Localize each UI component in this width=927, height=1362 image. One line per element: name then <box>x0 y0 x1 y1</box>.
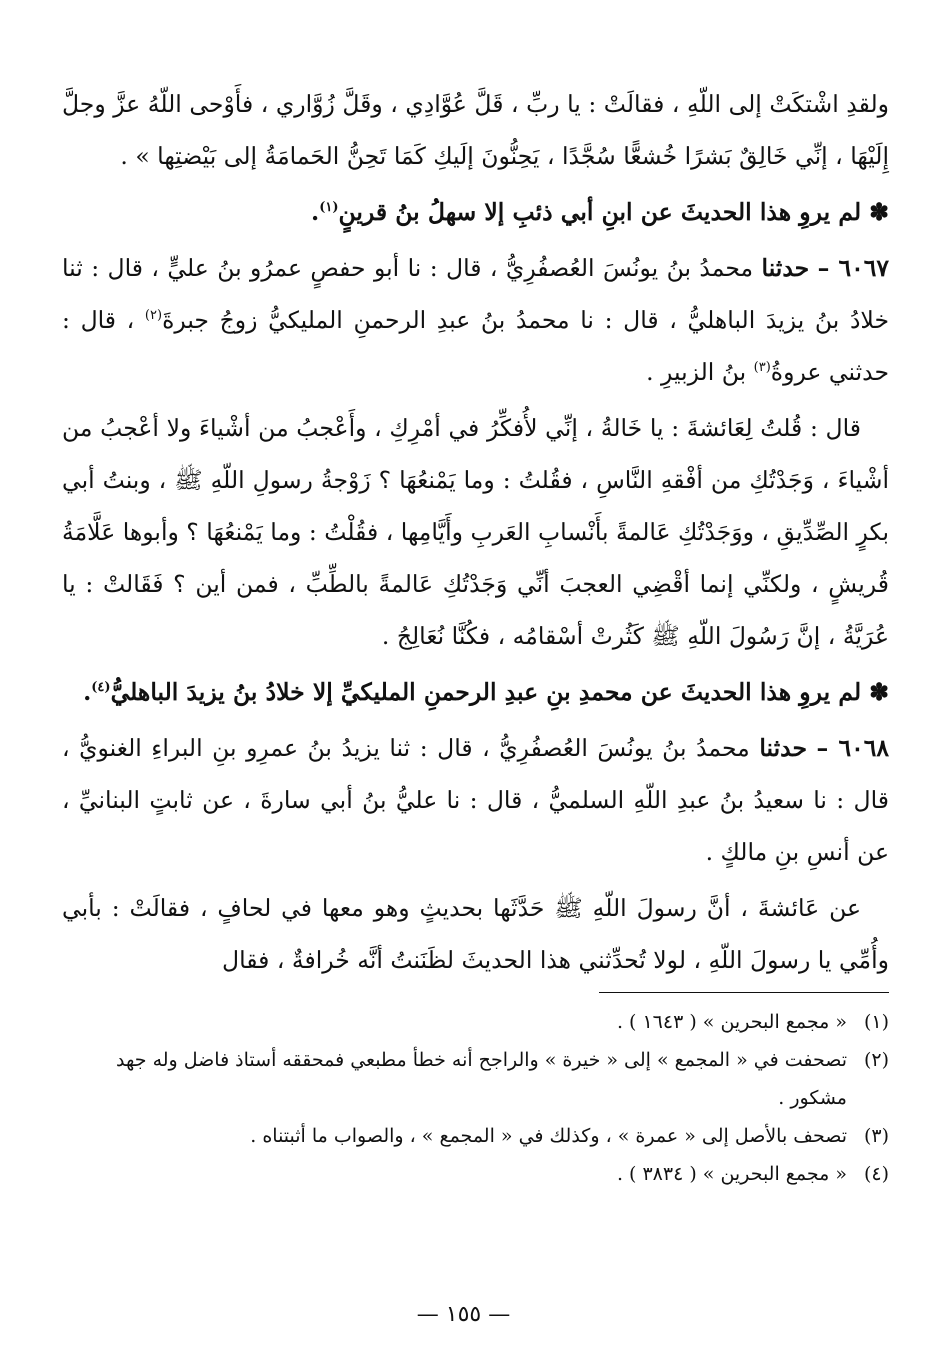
editor-note-text: ✽ لم يروِ هذا الحديثَ عن ابنِ أبي ذئبِ إلا سهلُ بنُ قرينٍ <box>338 198 889 226</box>
footnote-text: تصحفت في « المجمع » إلى « خيرة » والراجح أنه خطأ مطبعي فمحققه أستاذ فاضل وله جهد مشكور . <box>116 1049 847 1109</box>
paragraph-continuation: ولقدِ اشْتكَتْ إلى اللّهِ ، فقالَتْ : يا ربِّ ، قَلَّ عُوَّادِي ، وقَلَّ زُوَّاري ، فأَوْحى اللّهُ عزَّ وجلَّ إِلَيْهَا ، إنِّي خَالِقٌ بَشرًا خُشعًّا سُجَّدًا ، يَحِنُّونَ إلَيكِ كَمَا تَحِنُّ الحَمامَةُ إلى بَيْضتِها » . <box>62 90 889 170</box>
editor-note: ✽ لم يروِ هذا الحديثَ عن محمدِ بنِ عبدِ الرحمنِ المليكيِّ إلا خلادُ بنُ يزيدَ الباهليُّ$^{(٤)}$. <box>83 678 889 706</box>
footnote-text: « مجمع البحرين » ( ١٦٤٣ ) . <box>616 1011 847 1033</box>
footnote <box>62 1041 889 1117</box>
isnad-text: محمدُ بنُ يونُسَ العُصفُرِيُّ ، قال : نا أبو حفصٍ عمرُو بنُ عليٍّ ، قال : ثنا خلادُ بنُ يزيدَ الباهليُّ ، قال : نا محمدُ بنُ عبدِ الرحمنِ المليكيُّ زوجُ جبرةَ <box>62 254 889 334</box>
editor-note: ✽ لم يروِ هذا الحديثَ عن ابنِ أبي ذئبِ إلا سهلُ بنُ قرينٍ$^{(١)}$. <box>311 198 889 226</box>
matn-paragraph: قال : قُلتُ لِعَائشةَ : يا خَالةُ ، إنِّي لأُفكِّرُ في أمْرِكِ ، وأَعْجبُ من أشْياءَ ولا أعْجبُ من أشْياءَ ، وَجَدْتُكِ من أفْقهِ النَّاسِ ، فقُلتُ : وما يَمْنعُهَا ؟ زَوْجةُ رسولِ اللّهِ ﷺ ، وبنتُ أبي بكرٍ الصِّدِّيقِ ، ووَجَدْتُكِ عَالمةً بأَنْسابِ العَربِ وأَيَّامِها ، فقُلْتُ : وما يَمْنعُهَا ؟ وأبوها عَلَّامَةُ قُريشٍ ، ولكنِّي إنما أقْضِي العجبَ أنِّي وَجَدْتُكِ عَالمةً بالطِّبِّ ، فمن أين ؟ فَقَالتْ : يا عُرَيَّةُ ، إنَّ رَسُولَ اللّهِ ﷺ كَثُرتْ أسْقامُه ، فكُنَّا نُعَالِجُ . <box>62 414 889 650</box>
footnote-text: « مجمع البحرين » ( ٣٨٣٤ ) . <box>616 1163 847 1185</box>
footnote <box>62 1155 889 1193</box>
hadith-6068 <box>62 722 889 878</box>
footnote-ref: (٣) <box>753 360 771 376</box>
matn-paragraph: عن عَائشةَ ، أنَّ رسولَ اللّهِ ﷺ حَدَّثَها بحديثٍ وهو معها في لحافٍ ، فقالَتْ : بأبي وأُمِّي يا رسولَ اللّهِ ، لولا تُحدِّثني هذا الحديثَ لظَنَنتُ أنَّه خُرافةٌ ، فقال <box>62 894 889 974</box>
footnote-number: (٢) <box>863 1049 889 1071</box>
editor-note-text: ✽ لم يروِ هذا الحديثَ عن محمدِ بنِ عبدِ الرحمنِ المليكيِّ إلا خلادُ بنُ يزيدَ الباهليُّ <box>110 678 889 706</box>
hadith-lead: حدثنا <box>759 734 807 762</box>
isnad-text: بنُ الزبيرِ . <box>646 358 747 386</box>
footnote-ref: (٢) <box>144 308 163 324</box>
footnote-divider <box>599 992 889 993</box>
footnote-ref: (١) <box>319 200 339 216</box>
page-number: — ١٥٥ — <box>416 1302 511 1327</box>
hadith-number: ٦٠٦٨ – <box>816 734 889 762</box>
footnote <box>62 1117 889 1155</box>
footnote-ref: (٤) <box>91 680 111 696</box>
footnote <box>62 1003 889 1041</box>
footnote-number: (٤) <box>863 1163 889 1185</box>
hadith-lead: حدثنا <box>761 254 810 282</box>
footnote-number: (١) <box>863 1011 889 1033</box>
isnad-text: محمدُ بنُ يونُسَ العُصفُرِيُّ ، قال : ثنا يزيدُ بنُ عمرِو بنِ البراءِ الغنويُّ ، قال : نا سعيدُ بنُ عبدِ اللّهِ السلميُّ ، قال : نا عليُّ بنُ أبي سارةَ ، عن ثابتٍ البنانيِّ ، عن أنسِ بنِ مالكٍ . <box>62 734 889 866</box>
footnote-text: تصحف بالأصل إلى « عمرة » ، وكذلك في « المجمع » ، والصواب ما أثبتناه . <box>250 1125 847 1147</box>
isnad-text: ، قال : حدثني عروةُ <box>62 306 889 386</box>
footnote-number: (٣) <box>863 1125 889 1147</box>
hadith-number: ٦٠٦٧ – <box>817 254 889 282</box>
footnotes <box>62 1003 889 1193</box>
hadith-6067 <box>62 242 889 398</box>
